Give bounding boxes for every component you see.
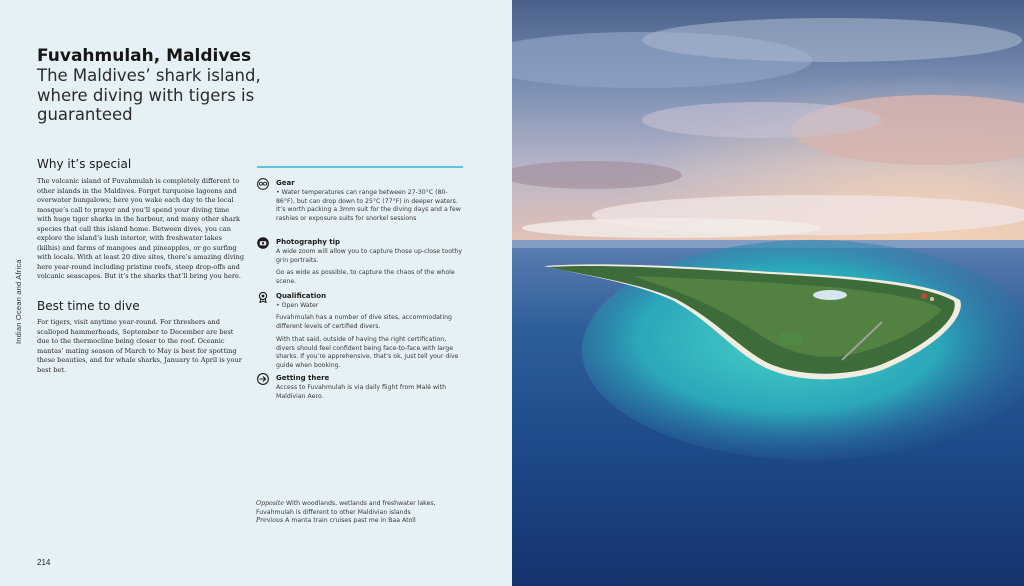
caption-previous-text: A manta train cruises past me in Baa Atoll (283, 517, 416, 525)
gear-text: • Water temperatures can range between 27-30°C (80-86°F), but can drop down to 25°C (77°F) in deeper waters. It’s worth packing a 3mm suit for the diving days and a few rashies or exposure suits for snorkel sessions (276, 189, 461, 222)
caption-opposite-text: With woodlands, wetlands and freshwater lakes, Fuvahmulah is different to other Maldivian islands (256, 500, 436, 516)
qualification-title: Qualification (276, 292, 327, 300)
goggles-icon (257, 178, 269, 190)
info-qualification (257, 291, 467, 371)
section-side-label: Indian Ocean and Africa (14, 259, 23, 344)
accent-rule (257, 166, 463, 168)
info-photography (257, 237, 467, 292)
getting-there-title: Getting there (276, 374, 330, 382)
qualification-text-2: Fuvahmulah has a number of dive sites, accommodating different levels of certified divers. (276, 314, 452, 330)
caption-previous-label: Previous (256, 517, 284, 525)
aerial-island-image (512, 0, 1024, 586)
island-aerial-photo (512, 0, 1024, 586)
qualification-text-1: • Open Water (276, 302, 319, 309)
best-time-heading: Best time to dive (37, 299, 140, 313)
arrow-circle-icon (257, 373, 269, 385)
qualification-text-3: With that said, outside of having the right certification, divers should feel confident being face-to-face with large sharks. If you’re apprehensive, that’s ok, just tell your dive guide when booking. (276, 336, 459, 369)
camera-icon (257, 237, 269, 249)
why-special-heading: Why it’s special (37, 157, 132, 171)
page-subtitle: The Maldives’ shark island, where diving with tigers is guaranteed (37, 66, 261, 124)
caption-opposite-label: Opposite (256, 500, 285, 507)
photography-text-1: A wide zoom will allow you to capture those up-close toothy grin portraits. (276, 248, 463, 264)
why-special-body: The volcanic island of Fuvahmulah is completely different to other islands in the Maldives. Forget turquoise lagoons and overwater bungalows; here you wake each day to the local mosque’s call to prayer and you’ll spend your diving time with huge tiger sharks in the harbour, and many other shark species that call this island home. Between dives, you can explore the island’s lush interior, with freshwater lakes (kilhis) and farms of mangoes and pineapples, or go surfing with locals. With at least 20 dive sites, there’s amazing diving here year-round including pristine reefs, steep drop-offs and volcanic seascapes. But it’s the sharks that’ll bring you here. (37, 177, 245, 280)
gear-title: Gear (276, 179, 295, 187)
certificate-icon (257, 291, 269, 303)
page-title: Fuvahmulah, Maldives (37, 46, 252, 66)
info-getting-there (257, 373, 467, 405)
info-gear (257, 178, 467, 238)
best-time-body: For tigers, visit anytime year-round. For threshers and scalloped hammerheads, September to December are best due to the thermocline being closer to the roof. Oceanic mantas’ mating season of March to May is best for spotting these beauties, and for whale sharks, January to April is your best bet. (37, 318, 242, 374)
getting-there-text: Access to Fuvahmulah is via daily flight from Malé with Maldivian Aero. (276, 384, 447, 400)
page-number: 214 (37, 558, 51, 567)
photography-title: Photography tip (276, 238, 341, 246)
photography-text-2: Go as wide as possible, to capture the chaos of the whole scene. (276, 269, 455, 285)
photo-captions (256, 500, 466, 526)
